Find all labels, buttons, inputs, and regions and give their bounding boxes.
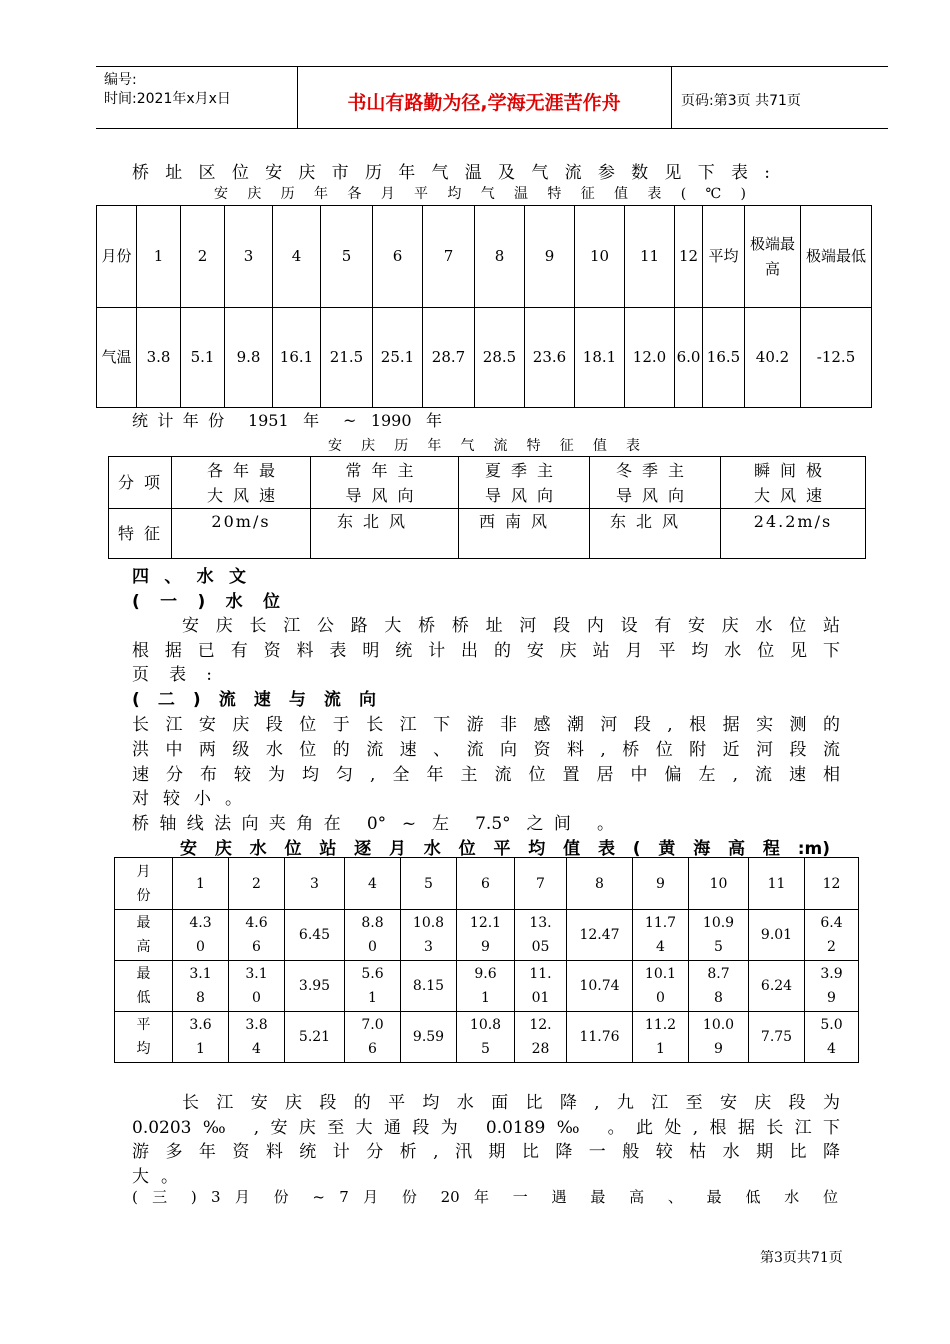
- table-cell: 8.80: [345, 910, 401, 961]
- table-cell: 23.6: [525, 308, 575, 408]
- paragraph-line: 长江安庆段位于长江下游非感潮河段,根据实测的: [132, 715, 840, 735]
- table-cell: 最高: [115, 910, 173, 961]
- paragraph-line: 桥轴线法向夹角在 0° ~ 左 7.5° 之间 。: [132, 814, 614, 834]
- table-cell: 10.85: [457, 1012, 515, 1063]
- table-cell: 5.04: [805, 1012, 859, 1063]
- header-number: 编号:: [104, 72, 137, 88]
- table-cell: 4: [273, 206, 321, 308]
- table-cell: 8: [475, 206, 525, 308]
- table-cell: 5.21: [285, 1012, 345, 1063]
- table-cell: 特征: [109, 509, 172, 559]
- table-cell: 11: [749, 858, 805, 910]
- subsection-heading: (一)水位: [132, 592, 280, 612]
- table-cell: 东北风: [590, 509, 721, 559]
- paragraph-line: 页表:: [132, 665, 212, 685]
- table-cell: 6: [373, 206, 423, 308]
- wind-table-caption: 安庆历年气流特征值表: [328, 438, 640, 454]
- paragraph-line: 长江安庆段的平均水面比降,九江至安庆段为: [182, 1093, 840, 1113]
- table-cell: 25.1: [373, 308, 423, 408]
- table-cell: 3.8: [137, 308, 181, 408]
- table-cell: 18.1: [575, 308, 625, 408]
- table-row: [97, 206, 872, 308]
- table-cell: 11.74: [633, 910, 689, 961]
- table-cell: 11.76: [567, 1012, 633, 1063]
- table-cell: 3.61: [173, 1012, 229, 1063]
- header-bottom-rule: [96, 128, 888, 129]
- paragraph-line: 游多年资料统计分析,汛期比降一般较枯水期比降: [132, 1142, 840, 1162]
- table-row: [115, 961, 859, 1012]
- paragraph-line: ( 三 ) 3 月 份 ~ 7 月 份 20 年 一 遇 最 高 、 最 低 水 位: [132, 1188, 838, 1206]
- table-cell: 瞬间极大风速: [721, 457, 866, 509]
- wind-table: [108, 456, 866, 559]
- table-row: [115, 858, 859, 910]
- table-cell: 3.84: [229, 1012, 285, 1063]
- table-cell: 4.30: [173, 910, 229, 961]
- table-cell: 16.1: [273, 308, 321, 408]
- table-cell: 2: [229, 858, 285, 910]
- table-cell: 10.95: [689, 910, 749, 961]
- subsection-heading: (二)流速与流向: [132, 690, 376, 710]
- table-cell: 6.24: [749, 961, 805, 1012]
- paragraph-line: 0.0203‰ ,安庆至大通段为 0.0189‰ 。此处,根据长江下: [132, 1118, 840, 1138]
- table-cell: 40.2: [745, 308, 801, 408]
- table-cell: 6.42: [805, 910, 859, 961]
- table-cell: 11: [625, 206, 675, 308]
- table-cell: 11.01: [515, 961, 567, 1012]
- temperature-table: [96, 205, 872, 408]
- paragraph-line: 洪中两级水位的流速、流向资料,桥位附近河段流: [132, 740, 840, 760]
- table-cell: 各年最大风速: [172, 457, 311, 509]
- table-cell: 9.61: [457, 961, 515, 1012]
- table-cell: 2: [181, 206, 225, 308]
- table-cell: 6.0: [675, 308, 703, 408]
- table-cell: 平均: [703, 206, 745, 308]
- table-cell: 3.99: [805, 961, 859, 1012]
- table-cell: 13.05: [515, 910, 567, 961]
- header-time: 时间:2021年x月x日: [104, 91, 231, 107]
- table-cell: 极端最低: [801, 206, 872, 308]
- table-cell: 5: [401, 858, 457, 910]
- table-cell: 24.2m/s: [721, 509, 866, 559]
- table-cell: 3.95: [285, 961, 345, 1012]
- table-cell: 6: [457, 858, 515, 910]
- intro-text: 桥址区位安庆市历年气温及气流参数见下表:: [132, 163, 770, 183]
- table-cell: 夏季主导风向: [459, 457, 590, 509]
- table-cell: 1: [173, 858, 229, 910]
- table-cell: 平均: [115, 1012, 173, 1063]
- header-divider: [671, 66, 672, 128]
- table-cell: 分项: [109, 457, 172, 509]
- header-top-rule: [96, 66, 888, 67]
- temp-table-caption: 安庆历年各月平均气温特征值表(℃): [214, 186, 746, 202]
- table-cell: 10: [575, 206, 625, 308]
- table-cell: 11.21: [633, 1012, 689, 1063]
- table-cell: 3: [285, 858, 345, 910]
- table-cell: 8.15: [401, 961, 457, 1012]
- paragraph-line: 大。: [132, 1167, 178, 1187]
- paragraph-line: 速分布较为均匀,全年主流位置居中偏左,流速相: [132, 765, 840, 785]
- table-cell: 5: [321, 206, 373, 308]
- table-cell: 常年主导风向: [311, 457, 459, 509]
- table-cell: 9: [525, 206, 575, 308]
- table-cell: 5.1: [181, 308, 225, 408]
- table-cell: 10.83: [401, 910, 457, 961]
- table-cell: 10.09: [689, 1012, 749, 1063]
- table-cell: 10.10: [633, 961, 689, 1012]
- table-cell: 12.19: [457, 910, 515, 961]
- table-cell: 21.5: [321, 308, 373, 408]
- table-row: [115, 1012, 859, 1063]
- table-cell: 7.75: [749, 1012, 805, 1063]
- table-cell: 10.74: [567, 961, 633, 1012]
- table-cell: -12.5: [801, 308, 872, 408]
- table-cell: 5.61: [345, 961, 401, 1012]
- table-cell: 3.18: [173, 961, 229, 1012]
- table-cell: 12.28: [515, 1012, 567, 1063]
- paragraph-line: 对较小。: [132, 789, 242, 809]
- header-motto: 书山有路勤为径,学海无涯苦作舟: [347, 92, 621, 114]
- paragraph-line: 根据已有资料表明统计出的安庆站月平均水位见下: [132, 641, 840, 661]
- table-row: [97, 308, 872, 408]
- table-cell: 8: [567, 858, 633, 910]
- table-cell: 3.10: [229, 961, 285, 1012]
- table-cell: 最低: [115, 961, 173, 1012]
- table-cell: 9.8: [225, 308, 273, 408]
- temp-table-note: 统计年份 1951 年 ~ 1990 年: [132, 411, 442, 430]
- paragraph-line: 安庆长江公路大桥桥址河段内设有安庆水位站: [182, 616, 840, 636]
- table-cell: 东北风: [311, 509, 459, 559]
- table-cell: 9.01: [749, 910, 805, 961]
- table-cell: 9: [633, 858, 689, 910]
- table-cell: 月份: [97, 206, 137, 308]
- table-cell: 28.5: [475, 308, 525, 408]
- table-cell: 10: [689, 858, 749, 910]
- table-cell: 20m/s: [172, 509, 311, 559]
- section-heading: 四、水文: [132, 567, 246, 587]
- table-cell: 6.45: [285, 910, 345, 961]
- table-cell: 4.66: [229, 910, 285, 961]
- table-cell: 12.0: [625, 308, 675, 408]
- table-cell: 7: [423, 206, 475, 308]
- level-table-caption: 安庆水位站逐月水位平均值表(黄海高程:m): [180, 839, 830, 859]
- table-cell: 气温: [97, 308, 137, 408]
- table-cell: 4: [345, 858, 401, 910]
- table-cell: 9.59: [401, 1012, 457, 1063]
- header-page-number: 页码:第3页 共71页: [681, 93, 801, 109]
- table-cell: 冬季主导风向: [590, 457, 721, 509]
- table-cell: 1: [137, 206, 181, 308]
- table-row: [109, 509, 866, 559]
- table-cell: 7.06: [345, 1012, 401, 1063]
- table-cell: 28.7: [423, 308, 475, 408]
- table-cell: 月份: [115, 858, 173, 910]
- footer-page-number: 第3页共71页: [760, 1250, 843, 1266]
- table-cell: 12: [675, 206, 703, 308]
- table-cell: 西南风: [459, 509, 590, 559]
- water-level-table: [114, 857, 859, 1063]
- table-cell: 12: [805, 858, 859, 910]
- table-cell: 3: [225, 206, 273, 308]
- table-cell: 16.5: [703, 308, 745, 408]
- table-row: [115, 910, 859, 961]
- table-cell: 12.47: [567, 910, 633, 961]
- table-row: [109, 457, 866, 509]
- table-cell: 8.78: [689, 961, 749, 1012]
- table-cell: 极端最高: [745, 206, 801, 308]
- table-cell: 7: [515, 858, 567, 910]
